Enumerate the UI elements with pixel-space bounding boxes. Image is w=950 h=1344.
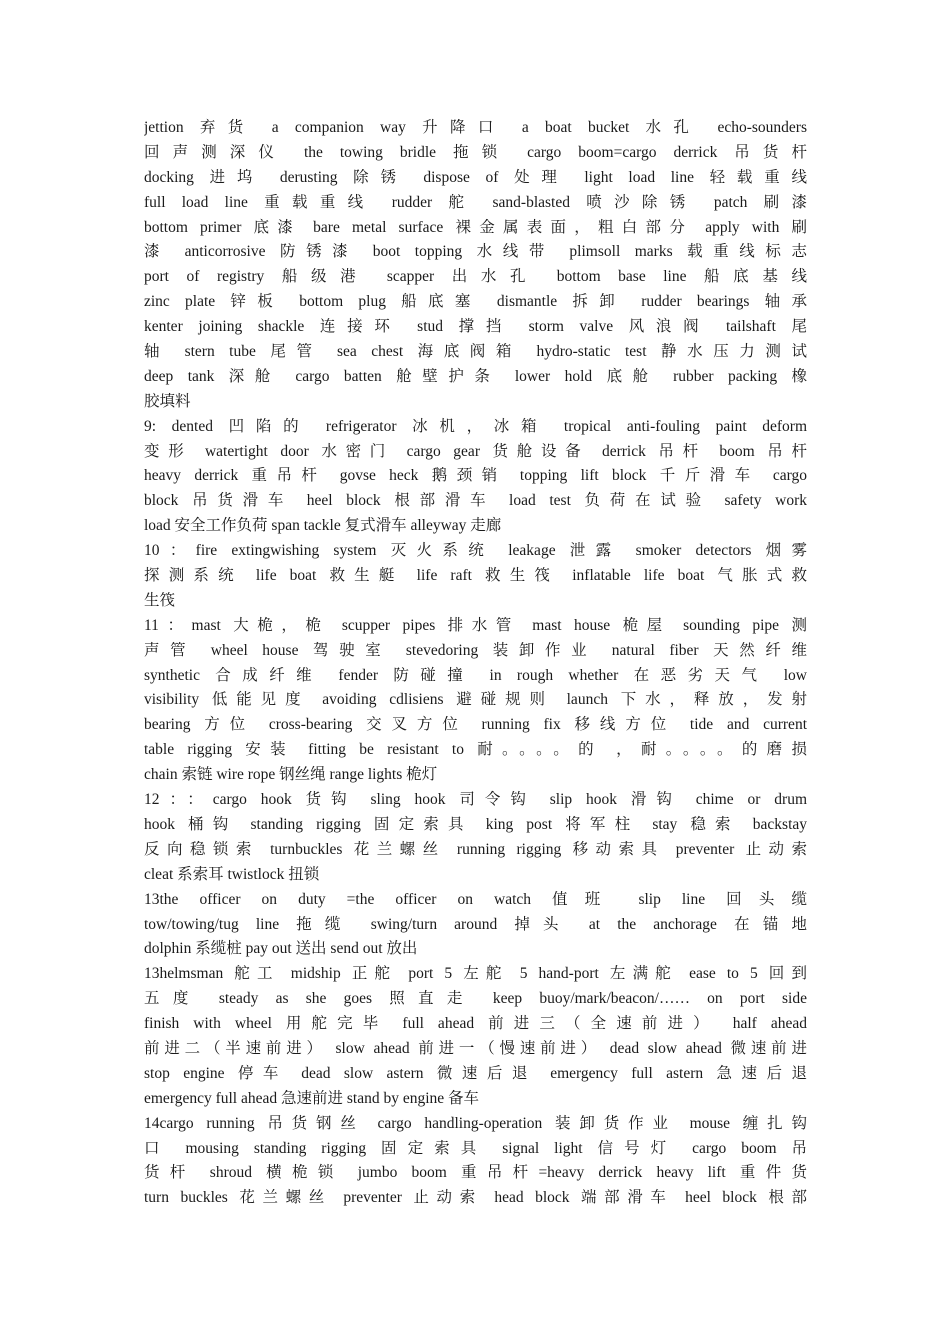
text-line: 货杆 shroud 横桅锁 jumbo boom 重吊杆=heavy derrick heavy lift 重件货 [144,1164,807,1182]
text-line: load 安全工作负荷 span tackle 复式滑车 alleyway 走廊 [144,517,502,535]
text-line: zinc plate 锌板 bottom plug 船底塞 dismantle 拆卸 rudder bearings 轴承 [144,293,807,311]
text-line: 回声测深仪 the towing bridle 拖锁 cargo boom=cargo derrick 吊货杆 [144,143,807,161]
text-line: turn buckles 花兰螺丝 preventer 止动索 head block 端部滑车 heel block 根部 [144,1189,807,1207]
text-line: stop engine 停车 dead slow astern 微速后退 emergency full astern 急速后退 [144,1064,807,1082]
text-line: 13helmsman 舵工 midship 正舵 port 5 左舵 5 hand-port 左满舵 ease to 5 回到 [144,965,807,983]
text-line: 探测系统 life boat 救生艇 life raft 救生筏 inflatable life boat 气胀式救 [144,567,807,585]
text-line: visibility 低能见度 avoiding cdlisiens 避碰规则 launch 下水，释放，发射 [144,691,807,709]
text-line: deep tank 深舱 cargo batten 舱壁护条 lower hold 底舱 rubber packing 橡 [144,367,807,385]
text-line: bearing 方位 cross-bearing 交叉方位 running fix 移线方位 tide and current [144,716,807,734]
text-line: 11：mast 大桅，桅 scupper pipes 排水管 mast house 桅屋 sounding pipe 测 [144,616,807,634]
text-line: 14cargo running 吊货钢丝 cargo handling-operation 装卸货作业 mouse 缠扎钩 [144,1114,807,1132]
text-line: hook 桶钩 standing rigging 固定索具 king post 将军柱 stay 稳索 backstay [144,815,807,833]
text-line: 13the officer on duty =the officer on watch 值班 slip line 回头缆 [144,890,807,908]
text-line: 漆 anticorrosive 防锈漆 boot topping 水线带 plimsoll marks 载重线标志 [144,243,807,261]
text-line: full load line 重载重线 rudder 舵 sand-blasted 喷沙除锈 patch 刷漆 [144,193,807,211]
text-line: synthetic 合成纤维 fender 防碰撞 in rough whether 在恶劣天气 low [144,666,807,684]
text-line: 口 mousing standing rigging 固定索具 signal light 信号灯 cargo boom 吊 [144,1139,807,1157]
text-line: 声管 wheel house 驾驶室 stevedoring 装卸作业 natural fiber 天然纤维 [144,641,807,659]
text-line: 生筏 [144,591,176,609]
text-line: 轴 stern tube 尾管 sea chest 海底阀箱 hydro-static test 静水压力测试 [144,343,807,361]
text-line: chain 索链 wire rope 钢丝绳 range lights 桅灯 [144,766,438,784]
text-line: bottom primer 底漆 bare metal surface 裸金属表面，粗白部分 apply with 刷 [144,218,807,236]
text-line: finish with wheel 用舵完毕 full ahead 前进三（全速前进） half ahead [144,1015,807,1033]
text-line: table rigging 安装 fitting be resistant to 耐。。。。的 ，耐。。。。的磨损 [144,741,807,759]
text-line: 胶填料 [144,392,191,410]
text-line: 五度 steady as she goes 照直走 keep buoy/mark/beacon/…… on port side [144,990,807,1008]
text-line: 反向稳锁索 turnbuckles 花兰螺丝 running rigging 移动索具 preventer 止动索 [144,840,807,858]
text-line: 12：：cargo hook 货钩 sling hook 司令钩 slip hook 滑钩 chime or drum [144,791,807,809]
text-line: block 吊货滑车 heel block 根部滑车 load test 负荷在试验 safety work [144,492,807,510]
text-line: dolphin 系缆桩 pay out 送出 send out 放出 [144,940,418,958]
text-line: kenter joining shackle 连接环 stud 撑挡 storm valve 风浪阀 tailshaft 尾 [144,318,807,336]
text-line: jettion 弃货 a companion way 升降口 a boat bucket 水孔 echo-sounders [144,119,807,136]
text-line: emergency full ahead 急速前进 stand by engine 备车 [144,1089,480,1107]
text-line: heavy derrick 重吊杆 govse heck 鹅颈销 topping lift block 千斤滑车 cargo [144,467,807,485]
text-line: 前进二（半速前进） slow ahead 前进一（慢速前进） dead slow ahead 微速前进 [144,1039,807,1057]
text-line: tow/towing/tug line 拖缆 swing/turn around 掉头 at the anchorage 在锚地 [144,915,807,933]
text-line: 10：fire extingwishing system 灭火系统 leakage 泄露 smoker detectors 烟雾 [144,542,807,560]
body-text [144,116,807,1211]
text-line: 9: dented 凹陷的 refrigerator 冰机，冰箱 tropical anti-fouling paint deform [144,417,807,435]
text-line: port of registry 船级港 scapper 出水孔 bottom base line 船底基线 [144,268,807,286]
text-line: cleat 系索耳 twistlock 扭锁 [144,865,320,883]
text-line: 变形 watertight door 水密门 cargo gear 货舱设备 derrick 吊杆 boom 吊杆 [144,442,807,460]
text-line: docking 进坞 derusting 除锈 dispose of 处理 light load line 轻载重线 [144,168,807,186]
